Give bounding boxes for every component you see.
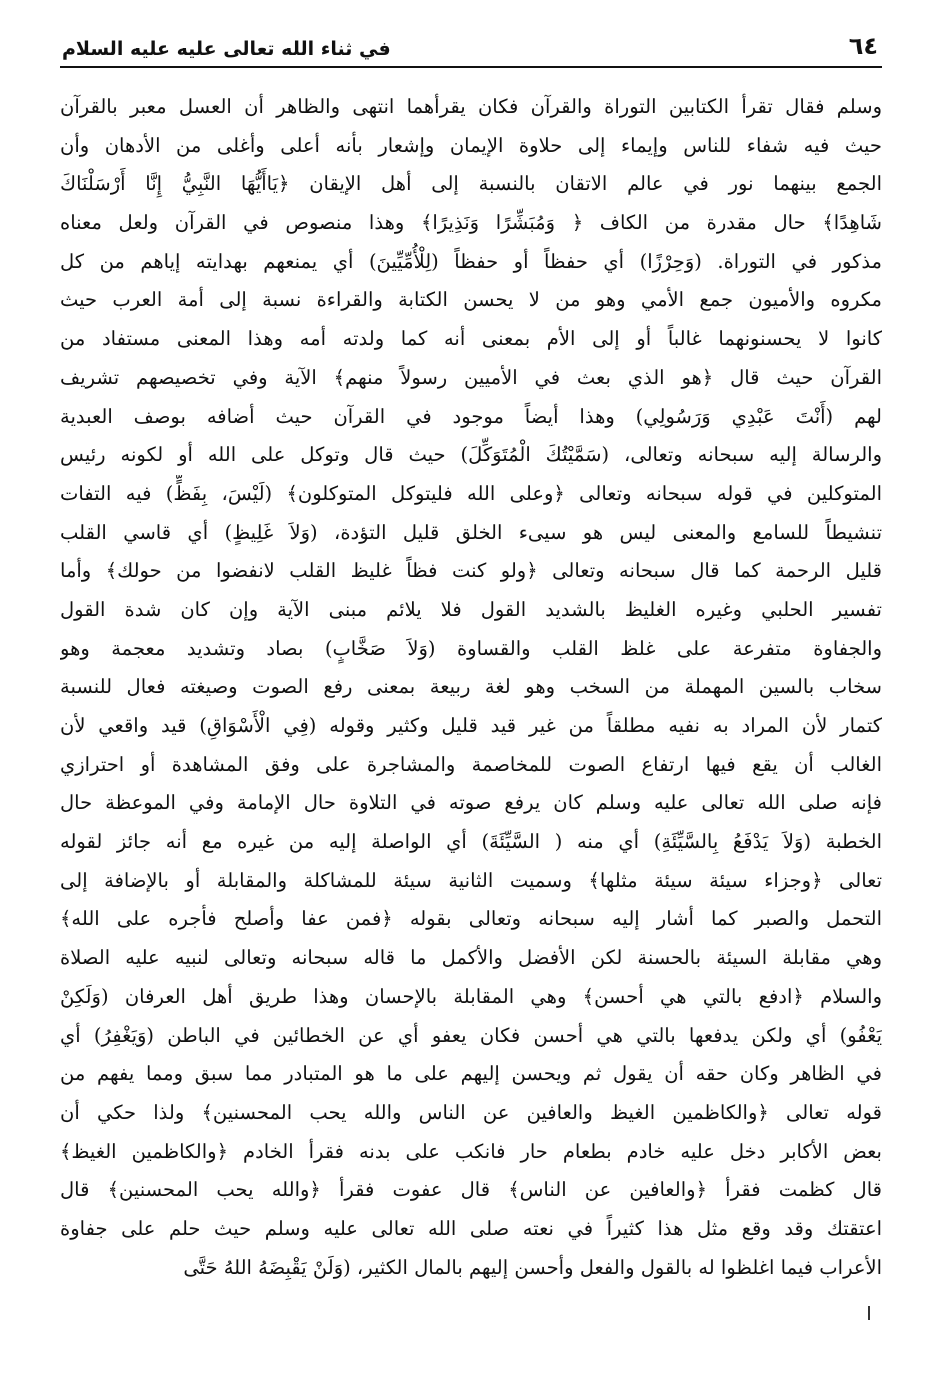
text-line: الخطبة (وَلاَ يَدْفَعُ بِالسَّيِّئَةِ) أي منه ( السَّيِّئَةَ) أي الواصلة إليه من غيره مع أنه جائز لقوله bbox=[60, 830, 882, 854]
running-title: في ثناء الله تعالى عليه عليه السلام bbox=[62, 38, 391, 60]
margin-mark bbox=[868, 1306, 870, 1320]
text-line: قال كظمت فقرأ ﴿والعافين عن الناس﴾ قال عفوت فقرأ ﴿والله يحب المحسنين﴾ قال bbox=[60, 1178, 882, 1202]
text-line: الجمع بينهما نور في عالم الاتقان بالنسبة إلى أهل الإيقان ﴿يَاأَيُّهَا النَّبِيُّ إِنَّا أَرْسَلْنَاكَ bbox=[60, 172, 882, 196]
text-line: في الظاهر وكان حقه أن يقول ثم ويحسن إليهم على ما هو المتبادر مما سبق ومما يفهم من bbox=[60, 1062, 882, 1086]
page-header bbox=[60, 22, 882, 68]
text-line: كتمار لأن المراد به نفيه مطلقاً من غير قيد قليل وكثير وقوله (فِي الْأَسْوَاقِ) قيد واقعي لأن bbox=[60, 714, 882, 737]
book-page bbox=[60, 22, 882, 1352]
text-line: لهم (أَنْتَ عَبْدِي وَرَسُولِي) وهذا أيضاً موجود في القرآن حيث أضافه بوصف العبدية bbox=[60, 404, 882, 428]
text-line: اعتقتك وقد وقع مثل هذا كثيراً في نعته صلى الله تعالى عليه وسلم حيث حلم على جفاوة bbox=[60, 1216, 882, 1240]
text-line: بعض الأكابر دخل عليه خادم بطعام حار فانكب على بدنه فقرأ الخادم ﴿والكاظمين الغيظ﴾ bbox=[60, 1139, 882, 1163]
text-line: قليل الرحمة كما قال سبحانه وتعالى ﴿ولو كنت فظاً غليظ القلب لانفضوا من حولك﴾ وأما bbox=[60, 559, 882, 583]
text-line: تنشيطاً للسامع والمعنى ليس هو سيىء الخلق قليل التؤدة، (وَلاَ غَلِيظٍ) أي قاسي القلب bbox=[60, 520, 882, 544]
text-line: مذكور في التوراة. (وَحِرْزًا) أي حفظاً أو حفظاً (لِلْأُمِّيِّينَ) أي يمنعهم بهدايته إياهم من كل bbox=[60, 249, 882, 273]
page-number: ٦٤ bbox=[848, 32, 878, 60]
text-line: شَاهِدًا﴾ حال مقدرة من الكاف ﴿ وَمُبَشِّرًا وَنَذِيرًا﴾ وهذا منصوص في القرآن ولعل معناه bbox=[60, 211, 882, 235]
text-line: التحمل والصبر كما أشار إليه سبحانه وتعالى بقوله ﴿فمن عفا وأصلح فأجره على الله﴾ bbox=[60, 907, 882, 931]
text-line: والرسالة إليه سبحانه وتعالى، (سَمَّيْتُكَ الْمُتَوَكِّلَ) حيث قال وتوكل على الله أو لكونه رئيس bbox=[60, 443, 882, 467]
text-line: كانوا لا يحسنونهما غالباً أو إلى الأم بمعنى أنه كما ولدته أمه وهذا المعنى مستفاد من bbox=[60, 327, 882, 351]
text-line: القرآن حيث قال ﴿هو الذي بعث في الأميين رسولاً منهم﴾ الآية وفي تخصيصهم تشريف bbox=[60, 365, 882, 389]
body-text bbox=[60, 88, 882, 1287]
text-line: الغالب أن يقع فيها ارتفاع الصوت للمخاصمة والمشاجرة على وفق المشاهدة أو احترازي bbox=[60, 752, 882, 776]
text-line: يَعْفُو) أي ولكن يدفعها بالتي هي أحسن فكان يعفو أي عن الخطائين في الباطن (وَيَغْفِرُ) أي bbox=[60, 1023, 882, 1047]
text-line: والسلام ﴿ادفع بالتي هي أحسن﴾ وهي المقابلة بالإحسان وهذا طريق أهل العرفان (وَلَكِنْ bbox=[60, 984, 882, 1008]
text-line: وسلم فقال تقرأ الكتابين التوراة والقرآن فكان يقرأهما انتهى والظاهر أن العسل معبر بالقرآن bbox=[60, 95, 882, 118]
text-line: حيث فيه شفاء للناس وإيماء إلى حلاوة الإيمان وإشعار بأنه أعلى وأغلى من الأدهان وأن bbox=[60, 133, 882, 157]
text-line: الأعراب فيما اغلظوا له بالقول والفعل وأحسن إليهم بالمال الكثير، (وَلَنْ يَقْبِضَهُ اللهُ حَتَّى bbox=[183, 1255, 882, 1279]
text-line: وهي مقابلة السيئة بالحسنة لكن الأفضل والأكمل ما قاله سبحانه وتعالى لنبيه عليه الصلاة bbox=[60, 946, 882, 970]
text-line: سخاب بالسين المهملة من السخب وهو لغة ربيعة بمعنى رفع الصوت وصيغته فعال للنسبة bbox=[60, 675, 882, 699]
text-line: تعالى ﴿وجزاء سيئة سيئة مثلها﴾ وسميت الثانية سيئة للمشاكلة والمقابلة أو بالإضافة إلى bbox=[60, 868, 882, 892]
text-line: والجفاوة متفرعة على غلظ القلب والقساوة (وَلاَ صَخَّابٍ) بصاد وتشديد معجمة وهو bbox=[60, 636, 882, 660]
text-line: مكروه والأميون جمع الأمي وهو من لا يحسن الكتابة والقراءة نسبة إلى أمة العرب حيث bbox=[60, 288, 882, 312]
text-line: المتوكلين في قوله سبحانه وتعالى ﴿وعلى الله فليتوكل المتوكلون﴾ (لَيْسَ، بِفَظٍّ) فيه التفات bbox=[60, 481, 882, 505]
text-line: فإنه صلى الله تعالى عليه وسلم كان يرفع صوته في التلاوة حال الإمامة وفي الموعظة حال bbox=[60, 791, 882, 815]
text-line: قوله تعالى ﴿والكاظمين الغيظ والعافين عن الناس والله يحب المحسنين﴾ ولذا حكي أن bbox=[60, 1100, 882, 1124]
text-line: تفسير الحلبي وغيره الغليظ بالشديد القول فلا يلائم مبنى الآية وإن كان شدة القول bbox=[60, 597, 882, 621]
